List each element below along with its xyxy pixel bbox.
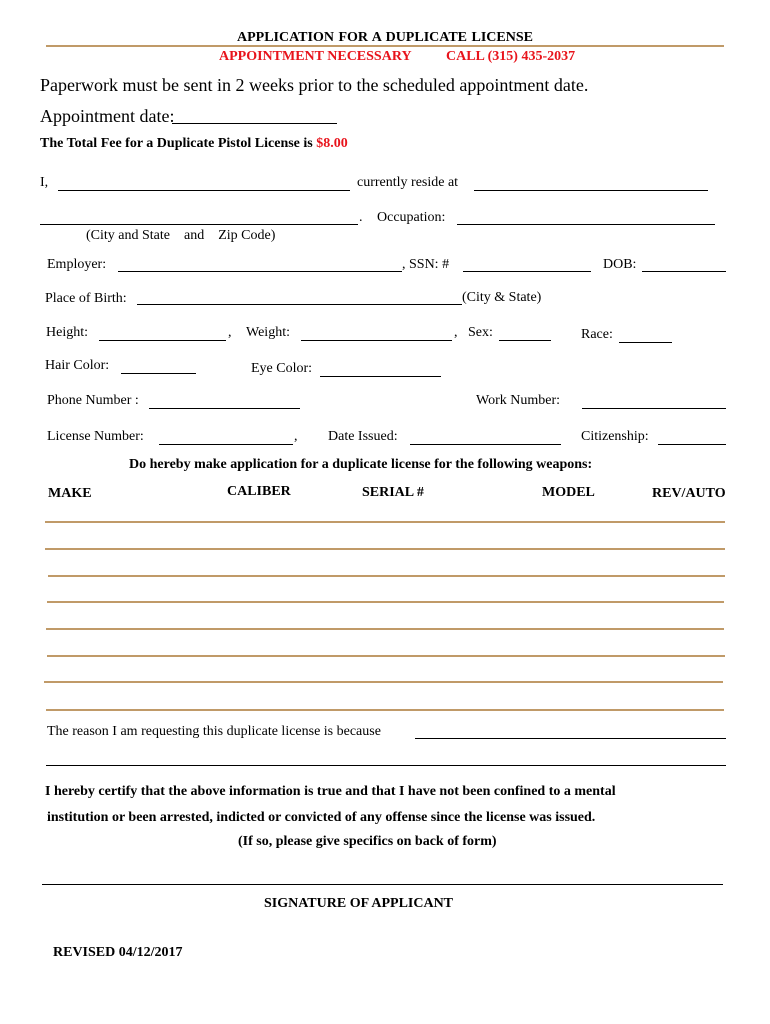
eye-color-label: Eye Color:: [251, 361, 313, 376]
weapons-intro: Do hereby make application for a duplicate license for the following weapons:: [129, 457, 593, 472]
column-rev-auto: REV/AUTO: [652, 486, 726, 501]
dob-field[interactable]: [642, 271, 726, 272]
height-label: Height:: [46, 325, 88, 340]
dob-label: DOB:: [603, 257, 637, 272]
city-state-caption: (City & State): [462, 290, 542, 305]
reason-field[interactable]: [415, 738, 726, 739]
appointment-date-field[interactable]: [172, 123, 337, 124]
city-state-zip-field[interactable]: [40, 224, 358, 225]
weapon-row-line[interactable]: [47, 655, 725, 657]
period: .: [359, 210, 363, 225]
date-issued-label: Date Issued:: [328, 429, 398, 444]
weapon-row-line[interactable]: [48, 575, 725, 577]
appointment-necessary: APPOINTMENT NECESSARY: [219, 49, 412, 64]
certify-line-1: I hereby certify that the above information is true and that I have not been confined to a mental: [45, 784, 616, 799]
employer-field[interactable]: [118, 271, 402, 272]
work-number-field[interactable]: [582, 408, 726, 409]
weapon-row-line[interactable]: [46, 628, 724, 630]
hair-color-field[interactable]: [121, 373, 196, 374]
work-number-label: Work Number:: [476, 393, 561, 408]
occupation-label: Occupation:: [377, 210, 446, 225]
certify-line-2: institution or been arrested, indicted or convicted of any offense since the license was issued.: [47, 810, 596, 825]
paperwork-notice: Paperwork must be sent in 2 weeks prior to the scheduled appointment date.: [40, 75, 589, 95]
weight-label: Weight:: [246, 325, 290, 340]
sex-field[interactable]: [499, 340, 551, 341]
applicant-name-field[interactable]: [58, 190, 350, 191]
hair-color-label: Hair Color:: [45, 358, 110, 373]
license-number-label: License Number:: [47, 429, 144, 444]
height-comma: ,: [228, 325, 232, 340]
address-field[interactable]: [474, 190, 708, 191]
fee-amount: $8.00: [316, 136, 348, 151]
weapon-row-line[interactable]: [46, 709, 724, 711]
fee-label: The Total Fee for a Duplicate Pistol License is: [40, 136, 317, 151]
weight-field[interactable]: [301, 340, 452, 341]
phone-number-label: Phone Number :: [47, 393, 139, 408]
weapon-row-line[interactable]: [45, 521, 725, 523]
race-label: Race:: [581, 327, 613, 342]
ssn-label: , SSN: #: [402, 257, 450, 272]
call-phone-number: CALL (315) 435-2037: [446, 49, 576, 64]
weapon-row-line[interactable]: [44, 681, 723, 683]
phone-number-field[interactable]: [149, 408, 300, 409]
race-field[interactable]: [619, 342, 672, 343]
employer-label: Employer:: [47, 257, 107, 272]
eye-color-field[interactable]: [320, 376, 441, 377]
reside-label: currently reside at: [357, 175, 459, 190]
signature-label: SIGNATURE OF APPLICANT: [264, 896, 454, 911]
reason-label: The reason I am requesting this duplicate license is because: [47, 724, 381, 739]
ssn-field[interactable]: [463, 271, 591, 272]
date-issued-field[interactable]: [410, 444, 561, 445]
weapon-row-line[interactable]: [45, 548, 725, 550]
citizenship-label: Citizenship:: [581, 429, 649, 444]
fee-text: [40, 136, 348, 152]
license-comma: ,: [294, 429, 298, 444]
citizenship-field[interactable]: [658, 444, 726, 445]
appointment-date-label: Appointment date:: [40, 106, 175, 126]
place-of-birth-label: Place of Birth:: [45, 291, 127, 306]
column-serial: SERIAL #: [362, 485, 424, 500]
signature-field[interactable]: [42, 884, 723, 885]
column-make: MAKE: [48, 486, 92, 501]
weapon-row-line[interactable]: [47, 601, 724, 603]
weight-comma: ,: [454, 325, 458, 340]
form-title: APPLICATION FOR A DUPLICATE LICENSE: [237, 30, 533, 45]
column-model: MODEL: [542, 485, 595, 500]
city-state-zip-caption: (City and State and Zip Code): [86, 228, 276, 243]
height-field[interactable]: [99, 340, 226, 341]
column-caliber: CALIBER: [227, 484, 291, 499]
i-label: I,: [40, 175, 49, 190]
license-number-field[interactable]: [159, 444, 293, 445]
revised-date: REVISED 04/12/2017: [53, 945, 183, 960]
reason-field-continued[interactable]: [46, 765, 726, 766]
occupation-field[interactable]: [457, 224, 715, 225]
certify-line-3: (If so, please give specifics on back of form): [238, 834, 497, 849]
place-of-birth-field[interactable]: [137, 304, 462, 305]
header-rule: [46, 45, 724, 47]
sex-label: Sex:: [468, 325, 493, 340]
